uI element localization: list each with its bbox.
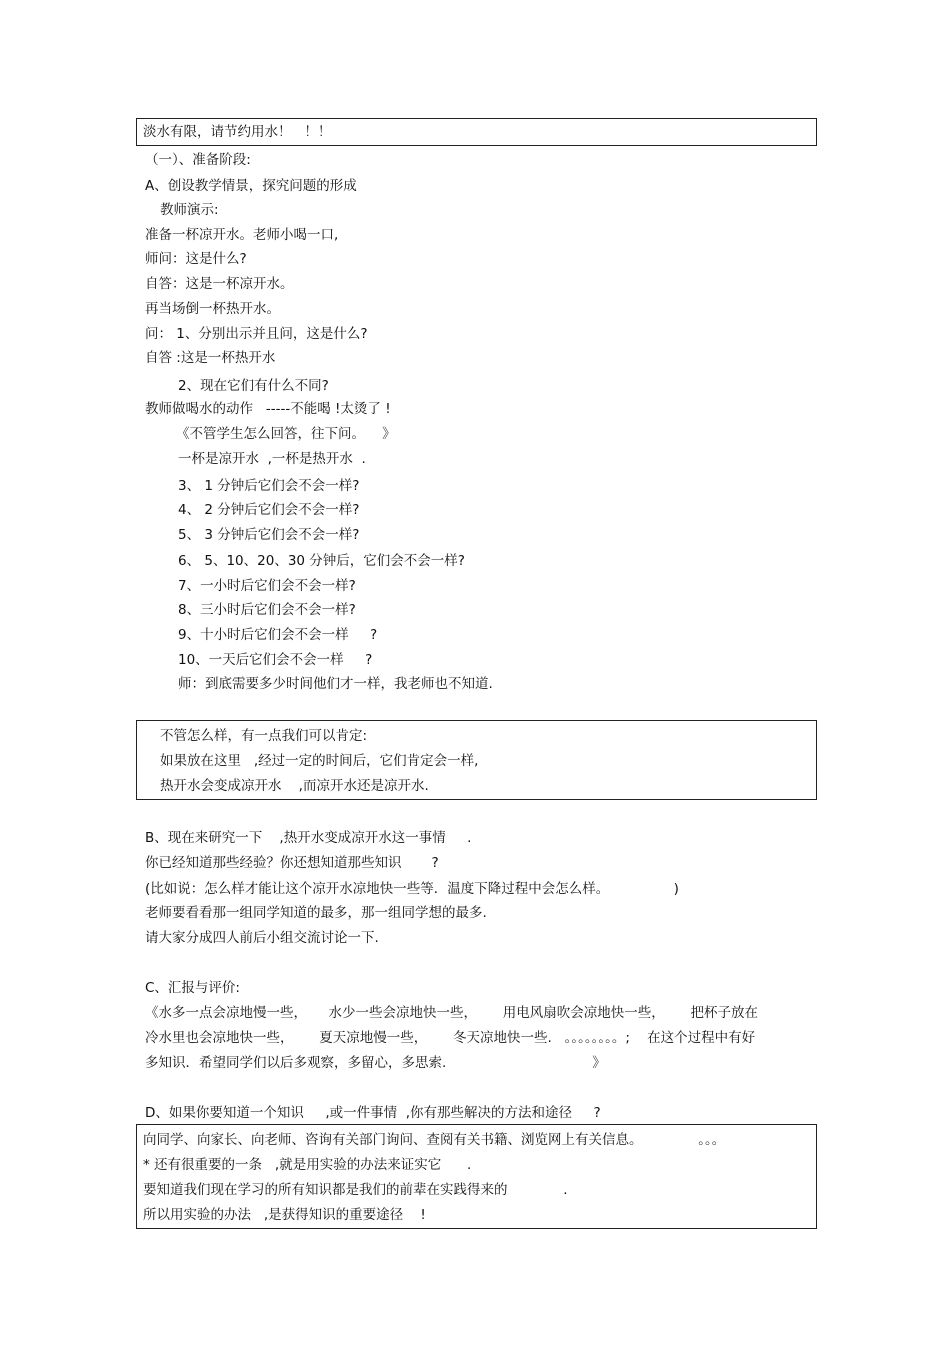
section-b-line: B、现在来研究一下 ,热开水变成凉开水这一事情 .: [145, 830, 472, 846]
section-a-line: 10、一天后它们会不会一样 ?: [178, 652, 373, 668]
conclusion-line: 不管怎么样，有一点我们可以肯定:: [160, 728, 368, 744]
section-b-line: (比如说：怎么样才能让这个凉开水凉地快一些等．温度下降过程中会怎么样。 ): [145, 881, 679, 897]
section-a-line: 4、 2 分钟后它们会不会一样?: [178, 502, 360, 518]
section-a-line: 问： 1、分别出示并且问，这是什么?: [145, 326, 368, 342]
conclusion-line: 如果放在这里 ,经过一定的时间后，它们肯定会一样,: [160, 753, 479, 769]
section-a-line: 5、 3 分钟后它们会不会一样?: [178, 527, 360, 543]
section-a-line: 2、现在它们有什么不同?: [178, 378, 329, 394]
section-a-line: 9、十小时后它们会不会一样 ?: [178, 627, 378, 643]
section-a-title: A、创设教学情景，探究问题的形成: [145, 178, 357, 194]
section-a-line: 自答 :这是一杯热开水: [145, 350, 276, 366]
methods-line: 所以用实验的办法 ,是获得知识的重要途径 !: [143, 1207, 426, 1223]
section-a-line: 《不管学生怎么回答，往下问。 》: [176, 426, 396, 442]
section-a-line: 师问：这是什么?: [145, 251, 247, 267]
section-b-line: 你已经知道那些经验？你还想知道那些知识 ?: [145, 855, 439, 871]
section-c-line: 《水多一点会凉地慢一些， 水少一些会凉地快一些， 用电风扇吹会凉地快一些， 把杯子放在: [145, 1005, 758, 1021]
section-a-line: 教师做喝水的动作 -----不能喝 !太烫了 !: [145, 401, 391, 417]
section-a-line: 准备一杯凉开水。老师小喝一口,: [145, 227, 339, 243]
section-b-line: 请大家分成四人前后小组交流讨论一下.: [145, 930, 379, 946]
section-a-line: 再当场倒一杯热开水。: [145, 301, 280, 317]
section-a-line: 8、三小时后它们会不会一样?: [178, 602, 356, 618]
section-a-line: 3、 1 分钟后它们会不会一样?: [178, 478, 360, 494]
notice-text: 淡水有限，请节约用水！ ！！: [143, 124, 332, 140]
section-d-title: D、如果你要知道一个知识 ,或一件事情 ,你有那些解决的方法和途径 ?: [145, 1105, 601, 1121]
section-c-line: C、汇报与评价:: [145, 980, 240, 996]
section-c-line: 冷水里也会凉地快一些， 夏天凉地慢一些， 冬天凉地快一些. 。。。。。。。。; 在这个过程中有好: [145, 1030, 756, 1046]
section-a-line: 一杯是凉开水 ,一杯是热开水 .: [178, 451, 366, 467]
conclusion-line: 热开水会变成凉开水 ,而凉开水还是凉开水.: [160, 778, 429, 794]
section-a-line: 教师演示:: [160, 202, 219, 218]
section-a-line: 6、 5、10、20、30 分钟后，它们会不会一样?: [178, 553, 465, 569]
section-a-line: 7、一小时后它们会不会一样?: [178, 578, 356, 594]
section-b-line: 老师要看看那一组同学知道的最多，那一组同学想的最多.: [145, 905, 487, 921]
section-a-line: 自答：这是一杯凉开水。: [145, 276, 294, 292]
methods-line: 要知道我们现在学习的所有知识都是我们的前辈在实践得来的 .: [143, 1182, 568, 1198]
methods-line: 向同学、向家长、向老师、咨询有关部门询问、查阅有关书籍、浏览网上有关信息。 。。。: [143, 1132, 726, 1148]
methods-line: * 还有很重要的一条 ,就是用实验的办法来证实它 .: [143, 1157, 472, 1173]
section-a-line: 师：到底需要多少时间他们才一样，我老师也不知道.: [178, 676, 493, 692]
prep-title: （一）、准备阶段:: [145, 152, 251, 168]
section-c-line: 多知识．希望同学们以后多观察，多留心，多思索. 》: [145, 1055, 606, 1071]
